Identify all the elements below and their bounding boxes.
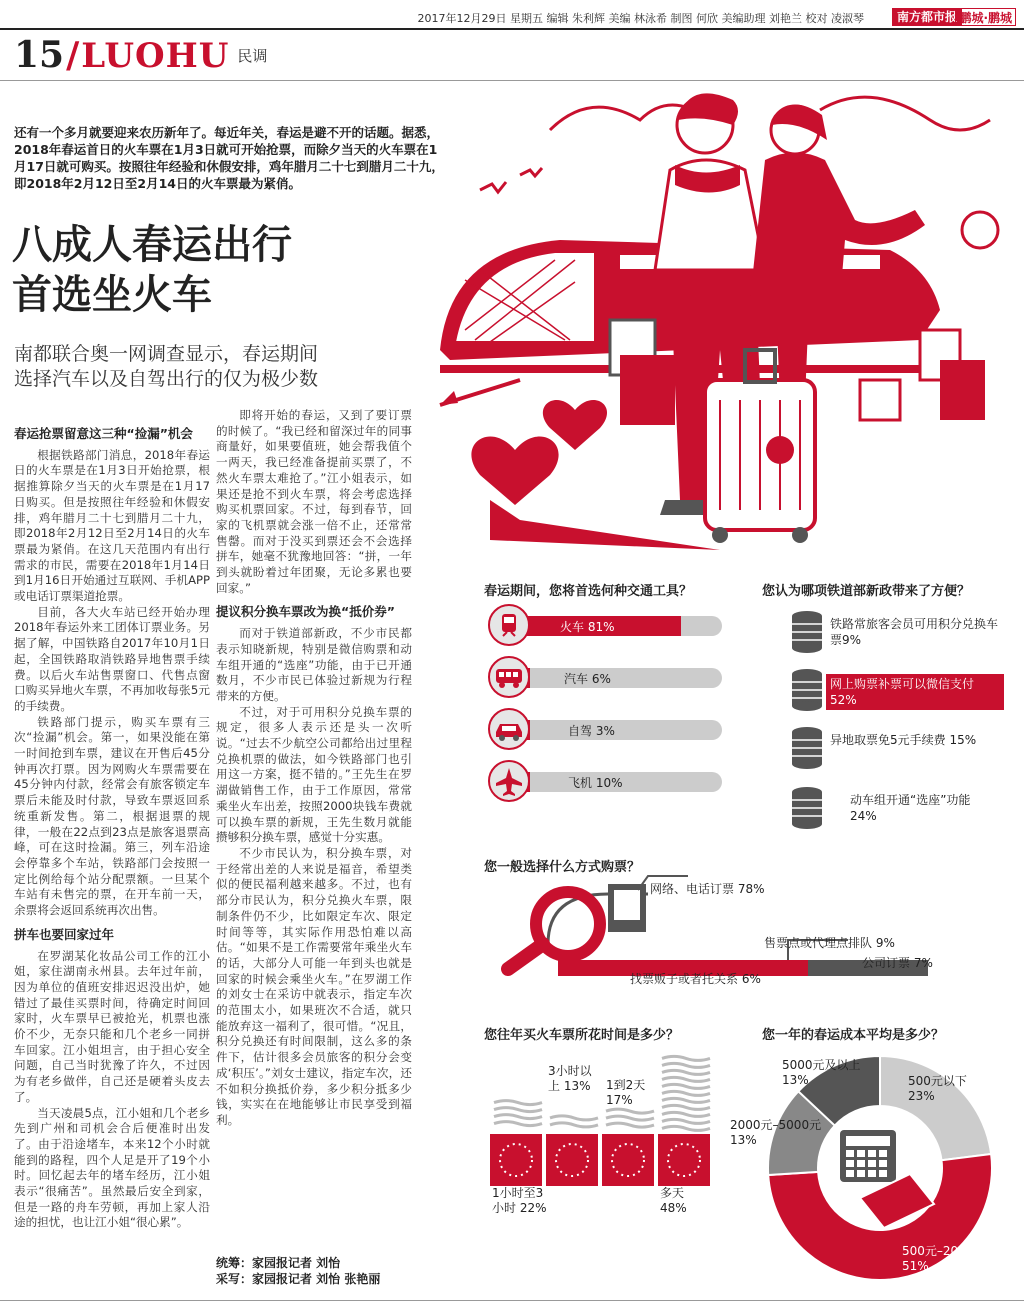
q5-label-500to2000 <box>902 1244 998 1274</box>
travel-couple-illustration <box>420 80 1020 570</box>
section-heading-3: 提议积分换车票改为换“抵价券” <box>216 604 395 620</box>
q1-title: 春运期间，您将首选何种交通工具？ <box>484 584 693 599</box>
q5-label-500to2000-text: 500元–2000元 51% <box>902 1244 986 1273</box>
q4-bar <box>546 1116 598 1186</box>
q4-label-1to3h-text: 1小时至3小时 22% <box>492 1186 547 1215</box>
q4-bar <box>490 1101 542 1186</box>
headline-line-2: 首选坐火车 <box>12 272 212 318</box>
q3-label-online: 网络、电话订票 78% <box>650 882 765 896</box>
paragraph-4: 在罗湖某化妆品公司工作的江小姐，家住湖南永州县。去年过年前，因为单位的值班安排迟迟没出炉，她错过了最佳买票时间，待确定时间回家时，火车票早已被抢光，机票也涨价不少，无奈只能和几个老乡一同拼车回家。江小姐坦言，由于担心安全问题，自己当时犹豫了许久，不过因为有老乡做伴，自己还是硬着头皮去了。 <box>14 948 210 1104</box>
section-heading-1: 春运抢票留意这三种“捡漏”机会 <box>14 426 193 441</box>
subheadline <box>14 342 444 392</box>
paragraph-3: 铁路部门提示，购买车票有三次“捡漏”机会。第一，如果没能在第一时间抢到车票，建议在开售后45分钟再次打票。因为网购火车票需要在45分钟内付款，经常会有旅客锁定车票后未能及时付款，导致车票返回系统重新发售。第二，根据退票的规律，一般在22点到23点是旅客退票高峰，可在这时捡漏。第三，列车沿途会停靠多个车站，铁路部门会按照一定比例给每个站分配票额。一旦某个车站有未售完的票，在开车前一天，余票将会返回系统再次出售。 <box>14 714 210 918</box>
q5-label-over5000-text: 5000元及以上 13% <box>782 1058 861 1087</box>
q2-label-points: 铁路常旅客会员可用积分兑换车票9% <box>830 617 999 647</box>
paragraph-1: 根据铁路部门消息，2018年春运日的火车票是在1月3日开始抢票，根据推算除夕当天的火车票是在1月17日购买。但是按照往年经验和休假安排，鸡年腊月二十七到腊月二十九，即2018年2月12日至2月14日的火车票最为紧俏。在这几天范围内有出行需求的市民，需要在2018年1月14日到1月16日开始通过互联网、手机APP或电话订票渠道抢票。 <box>14 447 210 604</box>
q5-label-over5000 <box>782 1058 872 1088</box>
subhead-line-2: 选择汽车以及自驾出行的仅为极少数 <box>14 368 319 390</box>
q4-label-1to3h <box>492 1186 552 1216</box>
q1-row-plane <box>488 760 728 802</box>
byline-reporters: 采写：家园报记者 刘怡 张艳丽 <box>216 1272 381 1286</box>
supplement-logo: 鹏城·鹏城 <box>955 8 1016 26</box>
article-column-2 <box>216 408 412 1129</box>
airplane-icon <box>488 760 530 802</box>
q4-label-days <box>660 1186 704 1216</box>
q1-bar-track <box>508 720 722 740</box>
q2-title: 您认为哪项铁道部新政带来了方便？ <box>762 584 971 599</box>
footer-rule <box>0 1300 1024 1301</box>
q1-row-train <box>488 604 728 646</box>
paragraph-5: 当天凌晨5点，江小姐和几个老乡先到广州和司机会合后便准时出发了。由于沿途堵车，本来12个小时就能到的路程，四个人足是开了19个小时。回忆起去年的堵车经历，江小姐表示“很痛苦”。虽然最后安全到家，但是一路的舟车劳顿，再加上家人沿途的担忧，也让江小姐“很心累”。 <box>14 1105 210 1230</box>
calculator-icon <box>840 1130 934 1228</box>
page-number: 15 <box>14 34 65 76</box>
q2-label-wechat: 网上购票补票可以微信支付 52% <box>826 674 1004 710</box>
q5-title: 您一年的春运成本平均是多少？ <box>762 1028 945 1043</box>
paragraph-6: 即将开始的春运，又到了要订票的时候了。“我已经和留深过年的同事商量好，如果要值班，她会帮我值个一两天，我已经准备提前买票了，不然火车票太难抢了。”江小姐表示，如果还是抢不到火车票，将会考虑选择购买机票回家。不过，每到春节，回家的飞机票就会涨一倍不止，还常常售罄。而对于没买到票还会不会选择拼车，她毫不犹豫地回答：“拼，一年到头就盼着过年团聚，无论多累也要回家。” <box>216 408 412 595</box>
paragraph-8: 不过，对于可用积分兑换车票的规定，很多人表示还是头一次听说。“过去不少航空公司都给出过里程兑换机票的做法，如今铁路部门也引用这一方案，挺不错的。”王先生在罗湖做销售工作，由于工作原因，常常乘坐火车出差，按照2000块钱车费就可以换车票的新规，王先生数月就能攒够积分换车票，感觉十分实惠。 <box>216 704 412 845</box>
paragraph-7: 而对于铁道部新政，不少市民都表示知晓新规，特别是微信购票和动车组开通的“选座”功能，由于已开通数月，不少市民已体验过新规为行程带来的方便。 <box>216 626 412 703</box>
q5-label-under500 <box>908 1074 968 1104</box>
section-subtitle: 民调 <box>237 47 268 65</box>
q1-bar-track <box>508 668 722 688</box>
q1-label-bus: 汽车 6% <box>564 672 611 686</box>
top-bar <box>0 8 1024 30</box>
coin-stack-icon <box>790 786 824 830</box>
q4-label-3hplus-text: 3小时以上 13% <box>548 1064 592 1093</box>
paper-logo: 南方都市报 <box>892 8 962 26</box>
q5-slice <box>880 1056 991 1160</box>
q5-label-under500-text: 500元以下 23% <box>908 1074 967 1103</box>
q5-label-2000to5000 <box>730 1118 826 1148</box>
q4-title: 您往年买火车票所花时间是多少？ <box>484 1028 680 1043</box>
masthead-slash: / <box>66 35 80 76</box>
headline-line-1: 八成人春运出行 <box>12 222 292 268</box>
coin-stack-icon <box>790 668 824 712</box>
q2-label-fee: 异地取票免5元手续费 15% <box>830 733 977 747</box>
train-icon <box>488 604 530 646</box>
q1-row-car <box>488 708 728 750</box>
byline <box>216 1255 416 1287</box>
q4-bar <box>658 1056 710 1186</box>
q2-label-seat: 动车组开通“选座”功能 24% <box>850 793 971 823</box>
q1-label-plane: 飞机 10% <box>568 776 623 790</box>
q3-title: 您一般选择什么方式购票？ <box>484 860 641 875</box>
q3-label-scalper: 找票贩子或者托关系 6% <box>630 972 761 986</box>
q4-chart <box>490 1050 720 1190</box>
papercut-illustration <box>420 80 1020 570</box>
q3-label-counter: 售票点或代理点排队 9% <box>764 936 895 950</box>
q3-label-company: 公司订票 7% <box>862 956 933 970</box>
q4-label-3hplus <box>548 1064 592 1094</box>
q4-bar <box>602 1109 654 1186</box>
q1-label-car: 自驾 3% <box>568 724 615 738</box>
headline <box>12 220 442 320</box>
lede-paragraph: 还有一个多月就要迎来农历新年了。每近年关，春运是避不开的话题。据悉，2018年春运首日的火车票在1月3日就可开始抢票，而除夕当天的火车票在1月17日就可购买。按照往年经验和休假安排，鸡年腊月二十七到腊月二十九，即2018年2月12日至2月14日的火车票最为紧俏。 <box>14 125 444 191</box>
byline-coordinator: 统筹：家园报记者 刘怡 <box>216 1256 341 1270</box>
section-title: LUOHU <box>81 36 230 76</box>
subhead-line-1: 南都联合奥一网调查显示，春运期间 <box>14 343 319 365</box>
coin-stack-icon <box>790 610 824 654</box>
masthead <box>14 34 267 76</box>
paragraph-9: 不少市民认为，积分换车票，对于经常出差的人来说是福音，希望类似的便民福利越来越多。不过，也有部分市民认为，积分兑换火车票，限制条件仍不少，比如限定车次、限定时间等等，其实际作用恐怕难以高估。“如果不是工作需要常年乘坐火车的话，大部分人可能一年到头也就是回家的时候会乘坐火车。”在罗湖工作的刘女士在采访中就表示，指定车次的范围太小，如果班次不合适，就只能放弃这一福利了，很可惜。“况且，积分兑换还有时间限制，这么多的条件下，估计很多会员旅客的积分会变成‘积压’。”刘女士建议，指定车次，还不如积分换抵价券，多少积分抵多少钱，实实在在地能够让市民享受到福利。 <box>216 845 412 1127</box>
section-heading-2: 拼车也要回家过年 <box>14 926 115 942</box>
q4-label-1to2d-text: 1到2天 17% <box>606 1078 646 1107</box>
q4-label-days-text: 多天 48% <box>660 1186 687 1215</box>
article-column-1 <box>14 418 210 1231</box>
paragraph-2: 目前，各大火车站已经开始办理2018年春运外来工团体订票业务。另据了解，中国铁路自2017年10月1日起，全国铁路取消铁路异地售票手续费。以后火车站售票窗口、代售点窗口购买异地火车票，不再加收每张5元的手续费。 <box>14 604 210 713</box>
car-icon <box>488 708 530 750</box>
q1-row-bus <box>488 656 728 698</box>
coin-stack-icon <box>790 726 824 770</box>
bus-icon <box>488 656 530 698</box>
q5-label-2000to5000-text: 2000元–5000元 13% <box>730 1118 822 1147</box>
q1-label-train: 火车 81% <box>560 620 615 634</box>
edition-meta: 2017年12月29日 星期五 编辑 朱利辉 美编 林泳希 制图 何欣 美编助理 刘艳兰 校对 凌淑琴 <box>417 12 864 25</box>
q4-label-1to2d <box>606 1078 650 1108</box>
